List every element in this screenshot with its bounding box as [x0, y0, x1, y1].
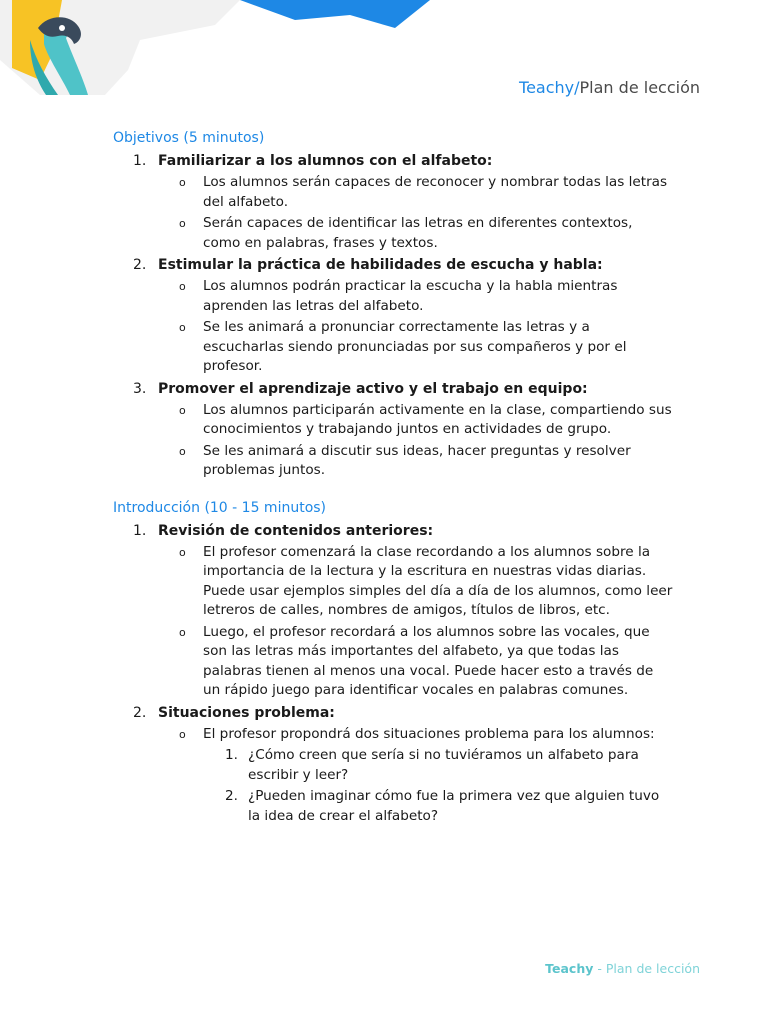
objetivos-list — [113, 151, 673, 481]
bullet-item: o Los alumnos serán capaces de reconocer y nombrar todas las letras del alfabeto. — [179, 174, 668, 210]
list-item — [113, 703, 673, 827]
footer-separator: - — [593, 961, 606, 976]
bullet-item: o Los alumnos participarán activamente en la clase, compartiendo sus conocimientos y trabajando juntos en actividades de grupo. — [179, 401, 672, 437]
item-number: 1. — [133, 522, 147, 539]
bullet-item: o Luego, el profesor recordará a los alumnos sobre las vocales, que son las letras más importantes del alfabeto, ya que todas las palabras tienen al menos una vocal. Puede hacer esto a través de un rápido juego para identificar vocales en palabras comunes. — [179, 623, 654, 698]
problem-list — [203, 746, 673, 826]
footer-title: Plan de lección — [605, 961, 700, 976]
section-title-introduccion: Introducción (10 - 15 minutos) — [113, 499, 327, 516]
item-title: Promover el aprendizaje activo y el trabajo en equipo: — [158, 380, 588, 397]
footer-brand: Teachy — [545, 961, 594, 976]
item-title: Situaciones problema: — [158, 704, 335, 721]
introduccion-list — [113, 521, 673, 827]
section-title-objetivos: Objetivos (5 minutos) — [113, 130, 265, 146]
list-item — [113, 521, 673, 701]
list-item — [113, 379, 673, 481]
bullet-item: o Serán capaces de identificar las letras en diferentes contextos, como en palabras, frases y textos. — [179, 215, 633, 251]
list-item — [113, 151, 673, 253]
item-number: 2. — [133, 704, 147, 721]
document-type: Plan de lección — [579, 78, 700, 97]
problem-item: 2. ¿Pueden imaginar cómo fue la primera vez que alguien tuvo la idea de crear el alfabeto? — [225, 788, 660, 824]
bullet-item: o Se les animará a pronunciar correctamente las letras y a escucharlas siendo pronunciadas por sus compañeros y por el profesor. — [179, 319, 627, 374]
item-title: Revisión de contenidos anteriores: — [158, 522, 434, 539]
problem-item: 1. ¿Cómo creen que sería si no tuviéramos un alfabeto para escribir y leer? — [225, 747, 639, 783]
bullet-item: o El profesor propondrá dos situaciones problema para los alumnos: 1. ¿Cómo creen que sería si no tuviéramos un alfabeto para escribir y leer? 2. ¿Pueden imaginar cómo fue la primera vez que alguien tuvo la idea de crear el alfabeto? — [158, 725, 673, 827]
item-title: Familiarizar a los alumnos con el alfabeto: — [158, 153, 493, 169]
bullet-item: o El profesor comenzará la clase recordando a los alumnos sobre la importancia de la lectura y la escritura en nuestras vidas diarias. Puede usar ejemplos simples del día a día de los alumnos, como leer letreros de calles, nombres de amigos, títulos de libros, etc. — [179, 543, 673, 618]
item-number: 2. — [133, 257, 147, 273]
item-title: Estimular la práctica de habilidades de escucha y habla: — [158, 257, 603, 273]
page-footer — [545, 961, 700, 976]
brand-name: Teachy/ — [519, 78, 580, 97]
bullet-item: o Se les animará a discutir sus ideas, hacer preguntas y resolver problemas juntos. — [179, 442, 631, 478]
item-number: 3. — [133, 380, 147, 397]
list-item — [113, 255, 673, 377]
lesson-content — [113, 128, 673, 828]
bullet-item: o Los alumnos podrán practicar la escucha y la habla mientras aprenden las letras del alfabeto. — [179, 278, 618, 314]
header-title — [519, 78, 700, 97]
item-number: 1. — [133, 153, 147, 169]
